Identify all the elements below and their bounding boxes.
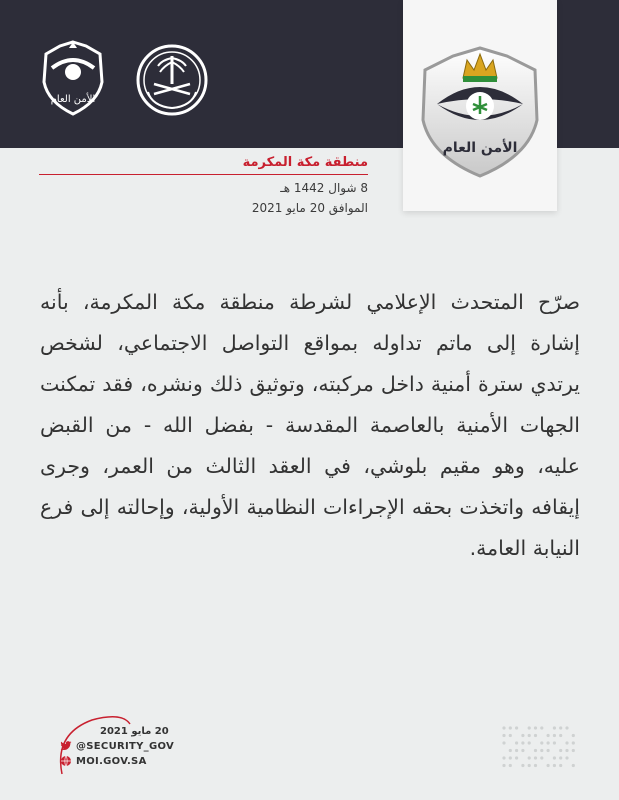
decorative-dot: [553, 734, 556, 737]
decorative-dot: [540, 749, 543, 752]
decorative-dot: [521, 749, 524, 752]
public-security-emblem-card: [403, 0, 557, 211]
decorative-dot: [528, 764, 531, 767]
decorative-dot: [521, 734, 524, 737]
small-logo-caption: الأمن العام: [50, 94, 96, 105]
public-security-small-logo: [38, 38, 108, 118]
decorative-dot: [515, 726, 518, 729]
public-security-emblem-icon: [417, 40, 543, 180]
footer: [60, 726, 180, 767]
twitter-handle[interactable]: @SECURITY_GOV: [76, 740, 175, 752]
decorative-dot: [509, 734, 512, 737]
date-hijri: 8 شوال 1442 هـ: [280, 181, 368, 195]
decorative-dot: [509, 726, 512, 729]
decorative-dot: [502, 764, 505, 767]
website-row[interactable]: [60, 755, 180, 767]
decorative-dot: [572, 741, 575, 744]
decorative-dot: [509, 764, 512, 767]
decorative-dot: [553, 726, 556, 729]
decorative-dot: [534, 734, 537, 737]
decorative-dot: [553, 764, 556, 767]
decorative-dot: [502, 741, 505, 744]
decorative-dot: [534, 749, 537, 752]
decorative-dot: [521, 741, 524, 744]
statement-meta: [168, 154, 368, 218]
decorative-dot: [553, 756, 556, 759]
decorative-dot: [528, 756, 531, 759]
decorative-dot-pattern: [500, 724, 580, 774]
decorative-dot: [559, 726, 562, 729]
decorative-dot: [534, 756, 537, 759]
decorative-dot: [528, 726, 531, 729]
website-url[interactable]: MOI.GOV.SA: [76, 755, 147, 767]
decorative-dot: [509, 749, 512, 752]
decorative-dot: [528, 741, 531, 744]
twitter-row[interactable]: [60, 740, 180, 752]
region-title: منطقة مكة المكرمة: [242, 155, 368, 170]
decorative-dot: [547, 734, 550, 737]
decorative-dot: [553, 741, 556, 744]
decorative-dot: [540, 741, 543, 744]
decorative-dot: [572, 749, 575, 752]
decorative-dot: [540, 756, 543, 759]
decorative-dot: [515, 756, 518, 759]
decorative-dot: [528, 734, 531, 737]
decorative-dot: [565, 726, 568, 729]
decorative-dot: [534, 726, 537, 729]
decorative-dot: [515, 749, 518, 752]
decorative-dot: [559, 734, 562, 737]
decorative-dot: [547, 741, 550, 744]
decorative-dot: [559, 764, 562, 767]
decorative-dot: [559, 756, 562, 759]
ministry-emblem: [134, 40, 210, 120]
twitter-icon: [60, 740, 72, 752]
date-gregorian: الموافق 20 مايو 2021: [251, 201, 368, 215]
globe-icon: [60, 755, 72, 767]
decorative-dot: [572, 764, 575, 767]
decorative-dot: [540, 726, 543, 729]
decorative-dot: [572, 734, 575, 737]
decorative-dot: [502, 734, 505, 737]
decorative-dot: [565, 749, 568, 752]
footer-date: 20 مايو 2021: [100, 726, 169, 737]
region-divider: [39, 174, 368, 175]
decorative-dot: [565, 756, 568, 759]
decorative-dot: [565, 741, 568, 744]
decorative-dot: [534, 764, 537, 767]
decorative-dot: [502, 726, 505, 729]
decorative-dot: [502, 756, 505, 759]
emblem-caption: الأمن العام: [442, 140, 518, 156]
decorative-dot: [547, 749, 550, 752]
decorative-dot: [521, 764, 524, 767]
statement-body: صرّح المتحدث الإعلامي لشرطة منطقة مكة المكرمة، بأنه إشارة إلى ماتم تداوله بمواقع التواصل الاجتماعي، لشخص يرتدي سترة أمنية داخل مركبته، وتوثيق ذلك ونشره، فقد تمكنت الجهات الأمنية بالعاصمة المقدسة - بفضل الله - من القبض عليه، وهو مقيم بلوشي، في العقد الثالث من العمر، وجرى إيقافه واتخذت بحقه الإجراءات النظامية الأولية، وإحالته إلى فرع النيابة العامة.: [40, 290, 580, 560]
decorative-dot: [559, 749, 562, 752]
decorative-dot: [515, 741, 518, 744]
decorative-dot: [547, 764, 550, 767]
decorative-dot: [509, 756, 512, 759]
